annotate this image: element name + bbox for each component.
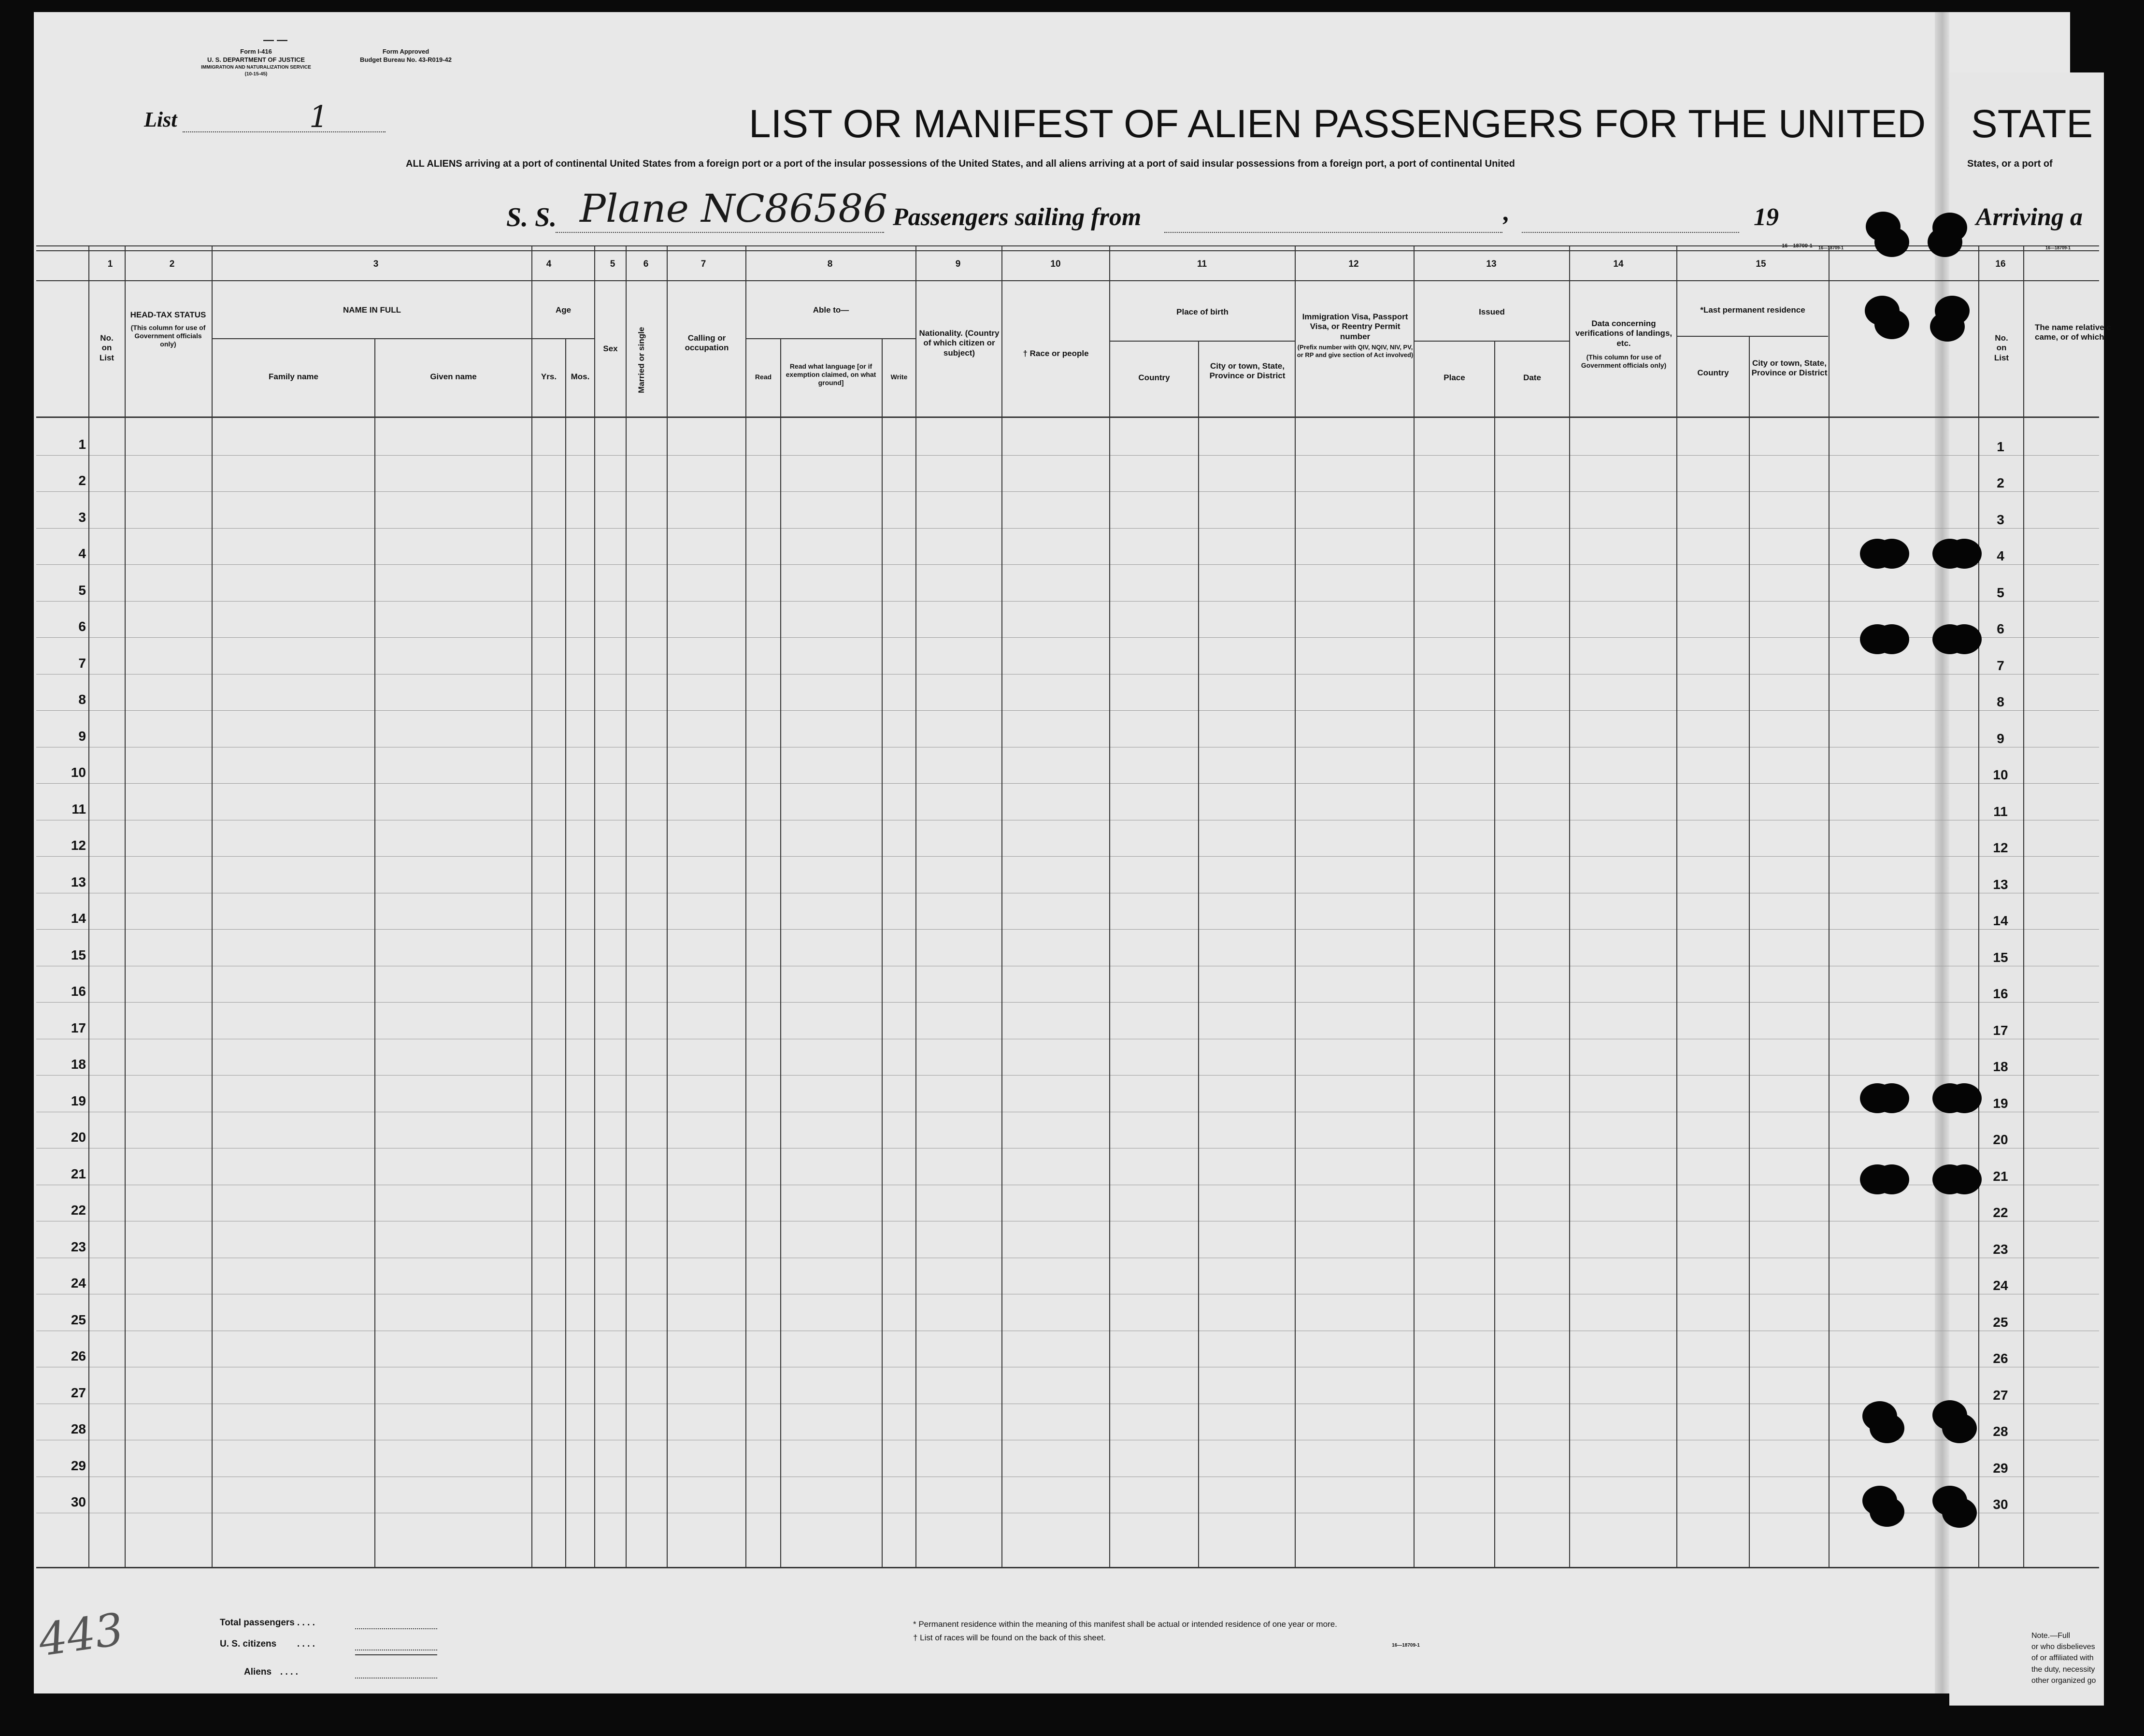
sailing-from-label: Passengers sailing from	[893, 203, 1142, 231]
issued-header: Issued	[1479, 307, 1505, 316]
no-on-list-header: No. on List	[99, 333, 114, 362]
col-line-7	[667, 245, 668, 1568]
row-line	[36, 491, 2099, 492]
col-line-10	[1001, 245, 1002, 1568]
sex-header: Sex	[603, 344, 618, 353]
col-line-3b	[374, 338, 375, 1568]
total-passengers-line	[355, 1628, 437, 1629]
col-number: 12	[1348, 259, 1359, 269]
print-code-table-right: 16—18709-1	[2045, 245, 2071, 250]
row-number-right: 18	[1993, 1059, 2008, 1074]
punch-hole	[1942, 1498, 1977, 1528]
aliens-label: Aliens	[244, 1667, 272, 1677]
read-language-header: Read what language [or if exemption claimed, on what ground]	[786, 362, 876, 387]
col-line-4	[531, 245, 532, 1568]
row-number-right: 2	[1997, 475, 2004, 490]
races-footnote: † List of races will be found on the back of this sheet.	[913, 1633, 1106, 1642]
row-number-right: 5	[1997, 585, 2004, 600]
row-line	[36, 564, 2099, 565]
punch-hole	[1947, 539, 1982, 569]
right-note: Note.—Full or who disbelieves of or affiliated with the duty, necessity other organized go	[2031, 1632, 2096, 1685]
punch-hole	[1930, 312, 1965, 342]
name-subheader-line	[213, 338, 594, 339]
department: U. S. DEPARTMENT OF JUSTICE	[207, 56, 305, 63]
vessel-name: Plane NC86586	[580, 186, 888, 231]
read-header: Read	[755, 373, 772, 381]
residence-city-header: City or town, State, Province or District	[1751, 359, 1828, 378]
race-header: † Race or people	[1023, 349, 1089, 358]
row-line	[36, 1002, 2099, 1003]
row-number: 26	[71, 1349, 86, 1363]
issued-subheader-line	[1415, 341, 1569, 342]
row-number: 10	[71, 765, 86, 780]
given-name-header: Given name	[430, 372, 477, 381]
form-dash: — —	[263, 34, 288, 46]
row-number: 21	[71, 1166, 86, 1181]
married-single-header: Married or single	[636, 327, 646, 393]
row-line	[36, 856, 2099, 857]
col-number: 8	[827, 259, 833, 269]
punch-hole	[1942, 1413, 1977, 1443]
col-number: 1	[107, 259, 113, 269]
family-name-header: Family name	[269, 372, 318, 381]
col-line-9	[915, 245, 916, 1568]
row-number-right: 16	[1993, 986, 2008, 1001]
write-header: Write	[890, 373, 908, 381]
row-number-right: 1	[1997, 439, 2004, 454]
row-number: 27	[71, 1385, 86, 1400]
row-number: 20	[71, 1130, 86, 1145]
table-top-border-2	[36, 250, 2099, 251]
col-number: 2	[169, 259, 175, 269]
relative-header: The name relative c came, or of which	[2035, 323, 2111, 342]
col-line-12	[1295, 245, 1296, 1568]
col-line-8b	[780, 338, 781, 1568]
column-number-border	[36, 280, 2099, 281]
able-to-header: Able to—	[813, 305, 849, 315]
able-subheader-line	[746, 338, 915, 339]
form-date-code: (10-15-45)	[244, 72, 268, 77]
row-number: 3	[78, 510, 86, 525]
col-number: 10	[1050, 259, 1061, 269]
margin-number: 443	[35, 1603, 127, 1666]
col-line-16	[1829, 245, 1830, 1568]
row-number-right: 29	[1993, 1461, 2008, 1476]
col-number: 11	[1197, 259, 1207, 269]
row-line	[36, 783, 2099, 784]
row-number: 29	[71, 1458, 86, 1473]
col-line-13b	[1494, 341, 1495, 1568]
residence-footnote: * Permanent residence within the meaning of this manifest shall be actual or intended residence of one year or more.	[913, 1620, 1337, 1629]
row-number: 23	[71, 1239, 86, 1254]
list-label: List	[144, 108, 177, 131]
row-line	[36, 528, 2099, 529]
punch-hole	[1870, 1497, 1904, 1527]
header-bottom-border	[36, 416, 2099, 418]
service: IMMIGRATION AND NATURALIZATION SERVICE	[201, 65, 311, 70]
col-line-13	[1414, 245, 1415, 1568]
row-number-right: 8	[1997, 694, 2004, 709]
row-number: 14	[71, 911, 86, 926]
punch-hole	[1947, 1083, 1982, 1113]
row-number: 17	[71, 1020, 86, 1035]
row-line	[36, 455, 2099, 456]
manifest-title-continued: STATE	[1971, 102, 2093, 146]
col-line-4b	[565, 338, 566, 1568]
sheet-fold	[1935, 12, 1949, 1693]
punch-hole	[1928, 227, 1962, 257]
us-citizens-dots: . . . .	[297, 1639, 315, 1649]
row-number-right: 21	[1993, 1169, 2008, 1184]
row-number: 25	[71, 1312, 86, 1327]
last-residence-header: *Last permanent residence	[1700, 305, 1805, 315]
visa-header: Immigration Visa, Passport Visa, or Reentry Permit number (Prefix number with QIV, NQIV, NIV, PV, or RP and give section of Act involved)	[1297, 312, 1414, 359]
col-line-2	[125, 245, 126, 1568]
col-line-5	[594, 245, 595, 1568]
date-comma: ,	[1503, 199, 1510, 226]
residence-subheader-line	[1677, 336, 1828, 337]
row-number: 5	[78, 583, 86, 598]
row-line	[36, 710, 2099, 711]
issued-date-header: Date	[1523, 373, 1541, 382]
row-number-right: 28	[1993, 1424, 2008, 1439]
row-number: 13	[71, 875, 86, 890]
col-line-11	[1109, 245, 1110, 1568]
row-number-right: 6	[1997, 621, 2004, 636]
list-value: 1	[309, 99, 329, 134]
col-number: 4	[546, 259, 552, 269]
table-bottom-border	[36, 1567, 2099, 1568]
manifest-sheet-continuation	[1949, 72, 2104, 1706]
form-number: Form I-416	[240, 48, 272, 55]
col-line-3	[212, 245, 213, 1568]
arriving-label: Arriving a	[1976, 203, 2083, 231]
landings-header: Data concerning verifications of landings, etc. (This column for use of Government officials only)	[1575, 319, 1672, 369]
row-number: 18	[71, 1057, 86, 1072]
punch-hole	[1874, 1164, 1909, 1194]
ss-label: S. S.	[506, 202, 557, 232]
head-tax-header: HEAD-TAX STATUS (This column for use of Government officials only)	[130, 310, 206, 348]
punch-hole	[1870, 1413, 1904, 1443]
punch-hole	[1874, 1083, 1909, 1113]
col-line-1	[88, 245, 89, 1568]
col-line-18	[2023, 245, 2024, 1568]
place-of-birth-header: Place of birth	[1176, 307, 1229, 316]
col-number: 6	[643, 259, 649, 269]
budget-bureau: Budget Bureau No. 43-R019-42	[360, 56, 452, 63]
row-number: 11	[71, 802, 86, 817]
row-line	[36, 929, 2099, 930]
col-number: 9	[955, 259, 961, 269]
form-approved: Form Approved	[382, 48, 429, 55]
col-number: 3	[373, 259, 379, 269]
total-passengers-dots: . . . .	[297, 1618, 315, 1628]
total-passengers-label: Total passengers	[220, 1618, 295, 1628]
punch-hole	[1947, 624, 1982, 654]
row-line	[36, 601, 2099, 602]
row-number-right: 22	[1993, 1205, 2008, 1220]
col-line-11b	[1198, 341, 1199, 1568]
row-number-right: 9	[1997, 731, 2004, 746]
col-line-14	[1569, 245, 1570, 1568]
row-number: 15	[71, 947, 86, 962]
row-number: 12	[71, 838, 86, 853]
row-number-right: 17	[1993, 1023, 2008, 1038]
col-line-8c	[882, 338, 883, 1568]
row-number: 6	[78, 619, 86, 634]
col-line-15	[1676, 245, 1677, 1568]
col-number: 15	[1756, 259, 1766, 269]
row-number-right: 20	[1993, 1132, 2008, 1147]
residence-country-header: Country	[1697, 368, 1729, 377]
age-yrs-header: Yrs.	[541, 372, 557, 381]
row-number-right: 19	[1993, 1096, 2008, 1111]
row-number-right: 3	[1997, 512, 2004, 527]
nationality-header: Nationality. (Country of which citizen or subject)	[919, 329, 1000, 358]
list-line	[183, 131, 386, 132]
row-number-right: 24	[1993, 1278, 2008, 1293]
row-number-right: 27	[1993, 1388, 2008, 1403]
row-number: 8	[78, 692, 86, 707]
col-line-6	[626, 245, 627, 1568]
row-number: 1	[78, 437, 86, 452]
col-number: 14	[1613, 259, 1624, 269]
birth-city-header: City or town, State, Province or District	[1209, 361, 1286, 381]
age-header: Age	[555, 305, 572, 315]
punch-hole	[1947, 1164, 1982, 1194]
col-line-17	[1978, 245, 1979, 1568]
punch-hole	[1874, 227, 1909, 257]
row-number-right: 30	[1993, 1497, 2008, 1512]
row-number: 16	[71, 984, 86, 999]
row-number: 30	[71, 1494, 86, 1509]
row-number-right: 23	[1993, 1242, 2008, 1257]
row-number-right: 15	[1993, 950, 2008, 965]
vessel-line	[556, 232, 884, 233]
row-line	[36, 1075, 2099, 1076]
us-citizens-underline	[355, 1654, 437, 1655]
print-code-table: 16—18709-1	[1818, 245, 1844, 250]
row-number: 19	[71, 1093, 86, 1108]
row-number-right: 25	[1993, 1315, 2008, 1330]
name-in-full-header: NAME IN FULL	[343, 305, 401, 315]
print-code-footer: 16—18709-1	[1392, 1643, 1420, 1648]
manifest-subtitle: ALL ALIENS arriving at a port of continental United States from a foreign port or a port of the insular possessions of the United States, and all aliens arriving at a port of said insular possessions from a foreign port, a port of continental United	[406, 158, 1515, 169]
birth-subheader-line	[1110, 341, 1296, 342]
row-number-right: 13	[1993, 877, 2008, 892]
col-number: 7	[700, 259, 706, 269]
row-number-right: 14	[1993, 913, 2008, 928]
issued-place-header: Place	[1444, 373, 1465, 382]
us-citizens-label: U. S. citizens	[220, 1639, 277, 1649]
col-number: 5	[610, 259, 615, 269]
table-top-border	[36, 245, 2099, 246]
row-number: 2	[78, 473, 86, 488]
aliens-dots: . . . .	[280, 1667, 298, 1677]
row-number: 22	[71, 1203, 86, 1218]
no-on-list-header-right: No. on List	[1994, 333, 2009, 362]
col-number: 16	[1995, 259, 2006, 269]
row-number-right: 4	[1997, 548, 2004, 563]
row-number-right: 26	[1993, 1351, 2008, 1366]
year-prefix: 19	[1754, 203, 1779, 231]
punch-hole	[1874, 309, 1909, 339]
row-number-right: 11	[1993, 804, 2008, 819]
row-line	[36, 637, 2099, 638]
row-number-right: 7	[1997, 658, 2004, 673]
row-number: 4	[78, 546, 86, 561]
manifest-title: LIST OR MANIFEST OF ALIEN PASSENGERS FOR THE UNITED	[749, 102, 1926, 146]
punch-hole	[1874, 624, 1909, 654]
aliens-line	[355, 1678, 437, 1679]
row-number: 7	[78, 656, 86, 671]
age-mos-header: Mos.	[571, 372, 590, 381]
col-line-8	[745, 245, 746, 1568]
row-number: 9	[78, 729, 86, 744]
sailing-from-line	[1164, 232, 1502, 233]
row-number: 28	[71, 1421, 86, 1436]
calling-header: Calling or occupation	[685, 333, 729, 353]
punch-hole	[1874, 539, 1909, 569]
birth-country-header: Country	[1138, 373, 1170, 382]
row-number-right: 10	[1993, 767, 2008, 782]
date-line	[1522, 232, 1739, 233]
col-line-15b	[1749, 336, 1750, 1568]
row-number: 24	[71, 1276, 86, 1291]
manifest-subtitle-continued: States, or a port of	[1967, 158, 2053, 169]
row-number-right: 12	[1993, 840, 2008, 855]
col-number: 13	[1486, 259, 1497, 269]
